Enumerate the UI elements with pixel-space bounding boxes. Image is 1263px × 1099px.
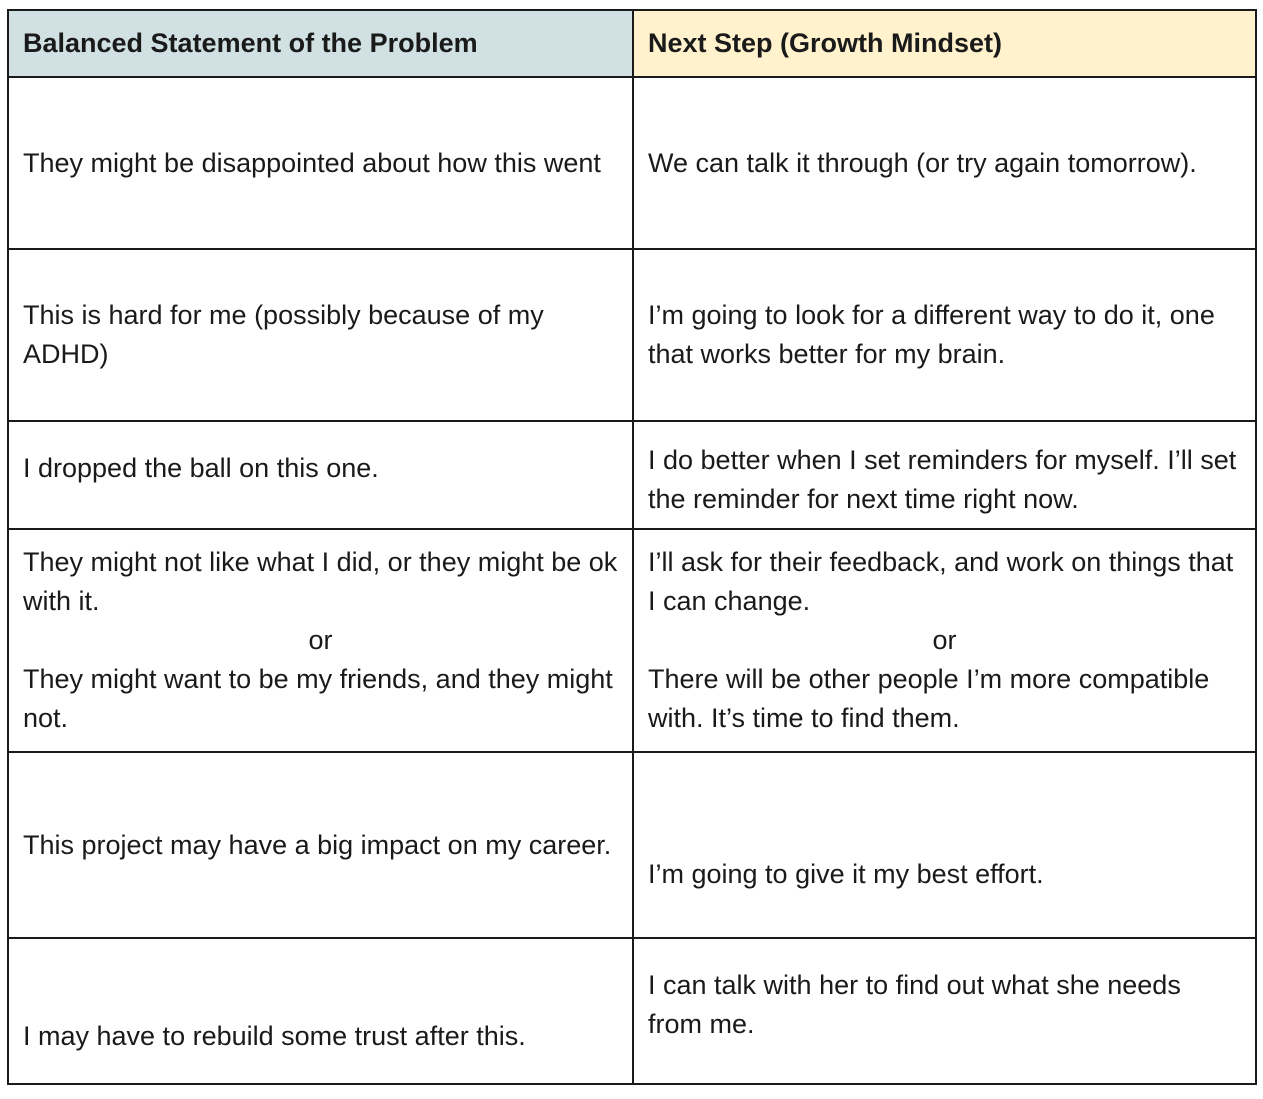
header-problem: Balanced Statement of the Problem bbox=[8, 10, 633, 77]
table-row bbox=[8, 529, 1256, 752]
problem-cell: This project may have a big impact on my career. bbox=[8, 752, 633, 938]
next-step-cell bbox=[633, 529, 1256, 752]
problem-cell: I may have to rebuild some trust after this. bbox=[8, 938, 633, 1084]
header-row bbox=[8, 10, 1256, 77]
problem-cell: I dropped the ball on this one. bbox=[8, 421, 633, 529]
next-step-cell: We can talk it through (or try again tomorrow). bbox=[633, 77, 1256, 249]
growth-mindset-table bbox=[7, 9, 1257, 1085]
problem-or-separator: or bbox=[308, 625, 333, 655]
header-next-step: Next Step (Growth Mindset) bbox=[633, 10, 1256, 77]
problem-cell: This is hard for me (possibly because of my ADHD) bbox=[8, 249, 633, 421]
table-row bbox=[8, 77, 1256, 249]
table-row bbox=[8, 938, 1256, 1084]
next-step-option-b: There will be other people I’m more compatible with. It’s time to find them. bbox=[648, 664, 1210, 733]
problem-option-b: They might want to be my friends, and they might not. bbox=[23, 664, 613, 733]
table-row bbox=[8, 421, 1256, 529]
next-step-cell: I do better when I set reminders for myself. I’ll set the reminder for next time right now. bbox=[633, 421, 1256, 529]
next-step-cell: I’m going to give it my best effort. bbox=[633, 752, 1256, 938]
problem-cell bbox=[8, 529, 633, 752]
next-step-option-a: I’ll ask for their feedback, and work on things that I can change. bbox=[648, 547, 1234, 616]
table-row bbox=[8, 752, 1256, 938]
next-step-or-separator: or bbox=[932, 625, 957, 655]
table-row bbox=[8, 249, 1256, 421]
next-step-cell: I’m going to look for a different way to do it, one that works better for my brain. bbox=[633, 249, 1256, 421]
next-step-cell: I can talk with her to find out what she needs from me. bbox=[633, 938, 1256, 1084]
problem-cell: They might be disappointed about how this went bbox=[8, 77, 633, 249]
problem-option-a: They might not like what I did, or they might be ok with it. bbox=[23, 547, 618, 616]
